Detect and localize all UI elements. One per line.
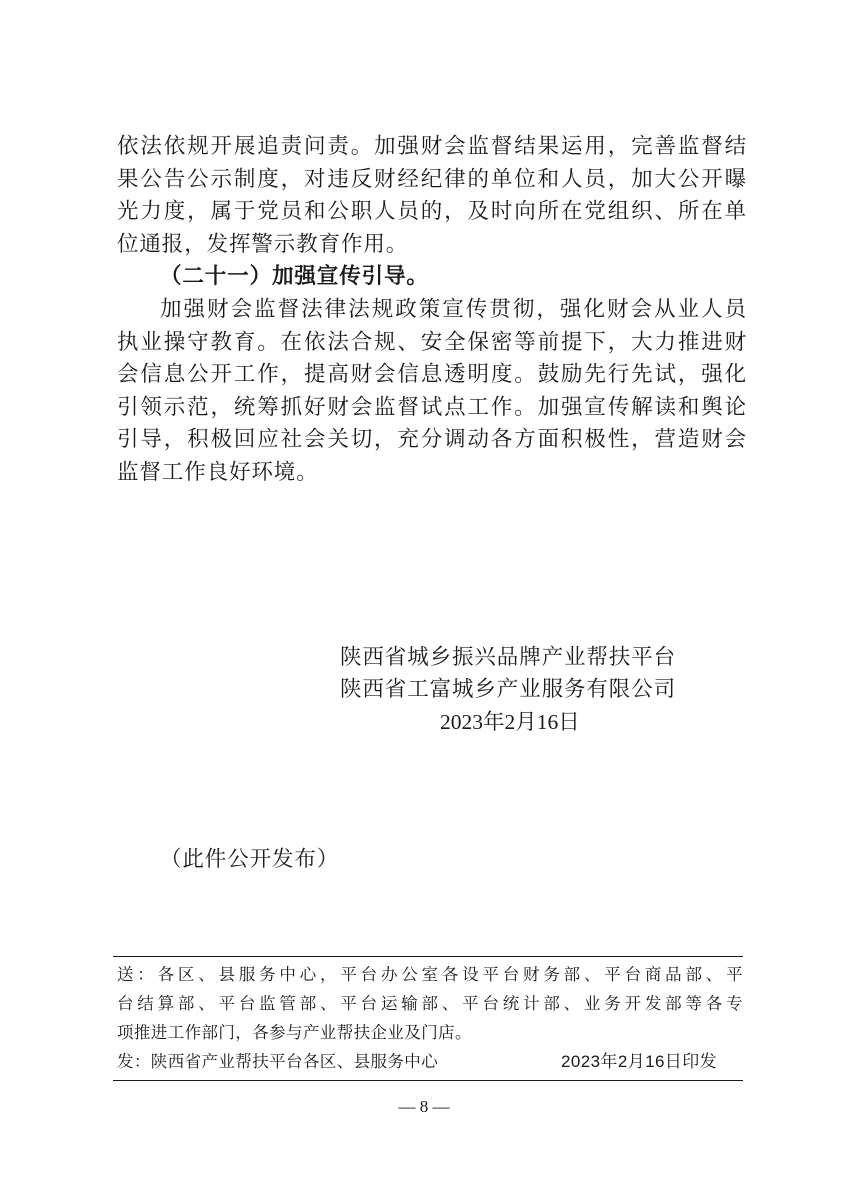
paragraph-line: 引导，积极回应社会关切，充分调动各方面积极性，营造财会 (117, 427, 747, 453)
signature-block (340, 642, 677, 738)
issuing-org-2: 陕西省工富城乡产业服务有限公司 (340, 677, 677, 702)
public-release-note: （此件公开发布） (160, 847, 340, 872)
paragraph-line: 光力度，属于党员和公职人员的，及时向所在党组织、所在单 (117, 199, 747, 225)
distribution-block (113, 956, 743, 1081)
page-number: — 8 — (398, 1097, 450, 1116)
paragraph-line: 果公告公示制度，对违反财经纪律的单位和人员，加大公开曝 (117, 166, 747, 192)
send-to-line: 送：各区、县服务中心，平台办公室各设平台财务部、平台商品部、平 (117, 965, 743, 984)
print-date: 2023年2月16日印发 (561, 1052, 717, 1071)
signature-date: 2023年2月16日 (440, 710, 580, 734)
issued-row (117, 1047, 743, 1076)
paragraph-line: 位通报，发挥警示教育作用。 (117, 231, 409, 257)
paragraph-line: 引领示范，统筹抓好财会监督试点工作。加强宣传解读和舆论 (117, 394, 747, 420)
send-to-line: 项推进工作部门，各参与产业帮扶企业及门店。 (117, 1023, 472, 1042)
section-heading: （二十一）加强宣传引导。 (160, 264, 429, 290)
paragraph-publicity (117, 294, 747, 490)
paragraph-line: 监督工作良好环境。 (117, 459, 319, 485)
issued-by: 发：陕西省产业帮扶平台各区、县服务中心 (117, 1052, 439, 1071)
paragraph-line: 执业操守教育。在依法合规、安全保密等前提下，大力推进财 (117, 329, 747, 355)
paragraph-line: 加强财会监督法律法规政策宣传贯彻，强化财会从业人员 (160, 297, 747, 322)
bottom-rule (113, 1080, 743, 1081)
paragraph-line: 会信息公开工作，提高财会信息透明度。鼓励先行先试，强化 (117, 362, 747, 388)
paragraph-accountability (117, 131, 747, 294)
paragraph-line: 依法依规开展追责问责。加强财会监督结果运用，完善监督结 (117, 134, 747, 159)
issuing-org-1: 陕西省城乡振兴品牌产业帮扶平台 (340, 645, 677, 670)
send-to-line: 台结算部、平台监管部、平台运输部、平台统计部、业务开发部等各专 (117, 994, 743, 1013)
